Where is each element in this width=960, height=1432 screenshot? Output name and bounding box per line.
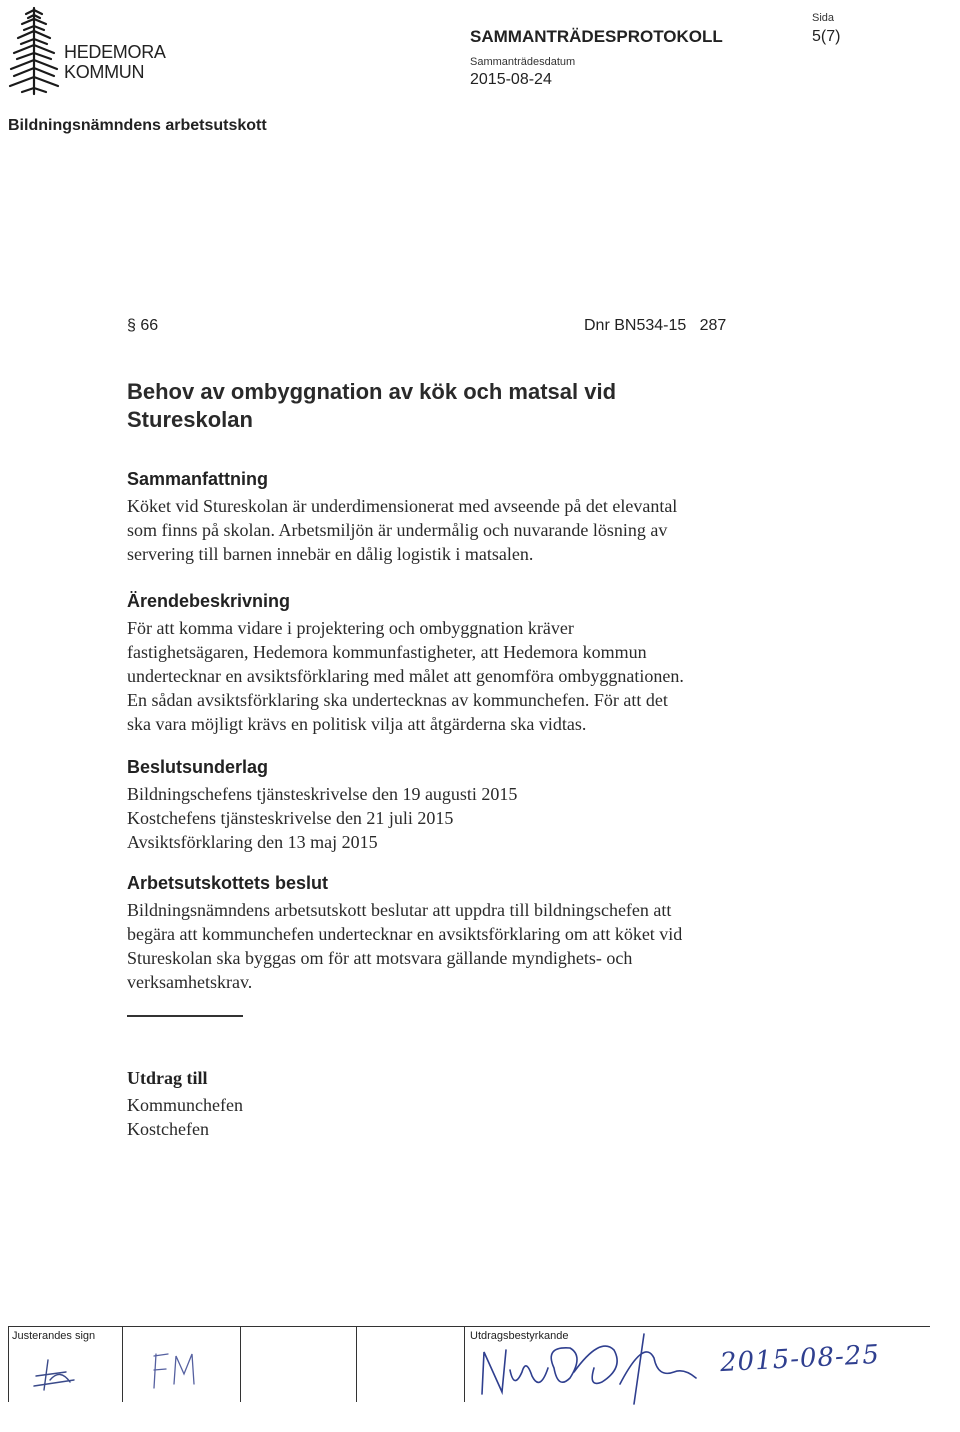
text-line: Stureskolan ska byggas om för att motsvara gällande myndighets- och	[127, 948, 633, 968]
text-line: undertecknar en avsiktsförklaring med målet att genomföra ombyggnationen.	[127, 666, 684, 686]
document-title: SAMMANTRÄDESPROTOKOLL	[470, 27, 723, 46]
box-divider	[464, 1326, 465, 1402]
recipient: Kostchefen	[127, 1119, 209, 1139]
decision-text	[127, 898, 787, 994]
summary-heading: Sammanfattning	[127, 469, 269, 489]
decision-heading: Arbetsutskottets beslut	[127, 873, 329, 893]
committee-name: Bildningsnämndens arbetsutskott	[8, 117, 267, 134]
paragraph-number: § 66	[127, 317, 159, 334]
basis-item: Avsiktsförklaring den 13 maj 2015	[127, 832, 378, 852]
text-line: ska vara möjligt krävs en politisk vilja att åtgärderna ska vidtas.	[127, 714, 587, 734]
initials-signature-1	[26, 1346, 96, 1396]
text-line: Köket vid Stureskolan är underdimensionerat med avseende på det elevantal	[127, 496, 678, 516]
extract-recipients	[127, 1093, 243, 1141]
text-line: Bildningsnämndens arbetsutskott beslutar att uppdra till bildningschefen att	[127, 900, 672, 920]
org-name-line2: KOMMUN	[64, 62, 145, 82]
box-divider	[8, 1326, 9, 1402]
extract-heading: Utdrag till	[127, 1068, 208, 1088]
text-line: För att komma vidare i projektering och ombyggnation kräver	[127, 618, 574, 638]
divider	[127, 1015, 243, 1017]
signature-footer	[8, 1326, 930, 1406]
box-divider	[122, 1326, 123, 1402]
handwritten-date: 2015-08-25	[719, 1339, 881, 1379]
text-line: En sådan avsiktsförklaring ska undertecknas av kommunchefen. För att det	[127, 690, 668, 710]
meeting-date-label: Sammanträdesdatum	[470, 56, 576, 68]
box-divider	[356, 1326, 357, 1402]
case-reference: Dnr BN534-15 287	[584, 317, 727, 334]
footer-rule	[8, 1326, 930, 1327]
municipality-logo	[8, 6, 198, 96]
text-line: begära att kommunchefen undertecknar en avsiktsförklaring om att köket vid	[127, 924, 683, 944]
box-divider	[240, 1326, 241, 1402]
basis-item: Bildningschefens tjänsteskrivelse den 19 augusti 2015	[127, 784, 518, 804]
meeting-date: 2015-08-24	[470, 71, 552, 88]
text-line: servering till barnen innebär en dålig logistik i matsalen.	[127, 544, 534, 564]
description-text	[127, 616, 787, 736]
org-name-line1: HEDEMORA	[64, 42, 166, 62]
description-heading: Ärendebeskrivning	[127, 591, 291, 611]
summary-text	[127, 494, 787, 566]
case-title	[127, 378, 747, 434]
sign-label: Justerandes sign	[12, 1330, 96, 1342]
basis-item: Kostchefens tjänsteskrivelse den 21 juli 2015	[127, 808, 454, 828]
case-title-line: Stureskolan	[127, 407, 253, 432]
fir-tree-icon	[8, 6, 60, 96]
text-line: som finns på skolan. Arbetsmiljön är undermålig och nuvarande lösning av	[127, 520, 668, 540]
certify-label: Utdragsbestyrkande	[470, 1330, 569, 1342]
basis-list	[127, 782, 787, 854]
recipient: Kommunchefen	[127, 1095, 243, 1115]
basis-heading: Beslutsunderlag	[127, 757, 269, 777]
initials-signature-2	[148, 1344, 218, 1394]
page-label: Sida	[812, 12, 835, 24]
page-number: 5(7)	[812, 28, 841, 45]
text-line: fastighetsägaren, Hedemora kommunfastigheter, att Hedemora kommun	[127, 642, 647, 662]
case-title-line: Behov av ombyggnation av kök och matsal vid	[127, 379, 617, 404]
text-line: verksamhetskrav.	[127, 972, 253, 992]
